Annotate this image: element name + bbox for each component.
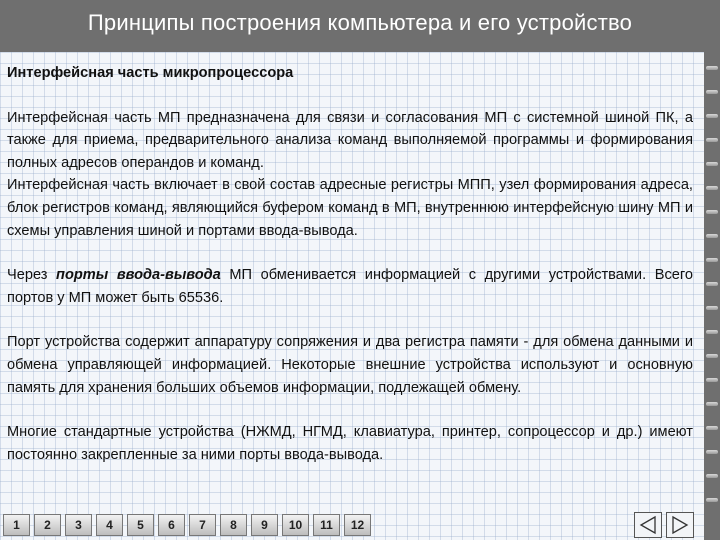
slide-title: Принципы построения компьютера и его устройство bbox=[87, 10, 633, 35]
binding-ring bbox=[706, 378, 718, 382]
binding-ring bbox=[706, 66, 718, 70]
slide-navigation bbox=[3, 514, 371, 538]
binding-ring bbox=[706, 426, 718, 430]
binding-ring bbox=[706, 498, 718, 502]
nav-page-1[interactable]: 1 bbox=[3, 514, 30, 536]
binding-ring bbox=[706, 330, 718, 334]
binding-ring bbox=[706, 474, 718, 478]
prev-next-controls bbox=[634, 512, 694, 538]
spacer bbox=[7, 242, 693, 264]
triangle-right-icon bbox=[670, 515, 690, 535]
nav-page-10[interactable]: 10 bbox=[282, 514, 309, 536]
paragraph-ports bbox=[7, 264, 693, 309]
binding-ring bbox=[706, 354, 718, 358]
paragraph-standard-devices: Многие стандартные устройства (НЖМД, НГМД, клавиатура, принтер, сопроцессор и др.) имеют постоянно закрепленные за ними порты ввода-вывода. bbox=[7, 424, 693, 463]
spacer bbox=[7, 399, 693, 421]
binding-ring bbox=[706, 114, 718, 118]
binding-ring bbox=[706, 306, 718, 310]
nav-page-8[interactable]: 8 bbox=[220, 514, 247, 536]
paragraph-port-device: Порт устройства содержит аппаратуру сопряжения и два регистра памяти - для обмена данными и обмена управляющей информацией. Некоторые внешние устройства используют и основную память для хранения больших объемов информации, подлежащей обмену. bbox=[7, 334, 693, 396]
nav-page-11[interactable]: 11 bbox=[313, 514, 340, 536]
binding-ring bbox=[706, 186, 718, 190]
binding-ring bbox=[706, 282, 718, 286]
next-slide-button[interactable] bbox=[666, 512, 694, 538]
nav-page-12[interactable]: 12 bbox=[344, 514, 371, 536]
paragraph-composition: Интерфейсная часть включает в свой состав адресные регистры МПП, узел формирования адреса, блок регистров команд, являющийся буфером команд в МП, внутреннюю интерфейсную шину МП и схемы управления шиной и портами ввода-вывода. bbox=[7, 177, 693, 239]
binding-ring bbox=[706, 258, 718, 262]
nav-page-6[interactable]: 6 bbox=[158, 514, 185, 536]
binding-ring bbox=[706, 90, 718, 94]
nav-page-3[interactable]: 3 bbox=[65, 514, 92, 536]
binding-ring bbox=[706, 234, 718, 238]
spiral-binding bbox=[704, 52, 720, 540]
binding-ring bbox=[706, 450, 718, 454]
binding-ring bbox=[706, 402, 718, 406]
ports-emphasis: порты ввода-вывода bbox=[56, 267, 221, 284]
nav-page-4[interactable]: 4 bbox=[96, 514, 123, 536]
binding-ring bbox=[706, 210, 718, 214]
slide-content bbox=[7, 62, 693, 466]
binding-ring bbox=[706, 138, 718, 142]
nav-page-7[interactable]: 7 bbox=[189, 514, 216, 536]
ports-text-suffix: МП обменивается информацией с другими устройствами. Всего портов у МП может быть 65536. bbox=[7, 267, 693, 306]
spacer bbox=[7, 309, 693, 331]
binding-ring bbox=[706, 162, 718, 166]
nav-page-5[interactable]: 5 bbox=[127, 514, 154, 536]
prev-slide-button[interactable] bbox=[634, 512, 662, 538]
paragraph-purpose: Интерфейсная часть МП предназначена для связи и согласования МП с системной шиной ПК, а также для приема, предварительного анализа команд выполняемой программы и формирования полных адресов операндов и команд. bbox=[7, 109, 693, 171]
section-heading: Интерфейсная часть микропроцессора bbox=[7, 65, 294, 81]
spacer bbox=[7, 85, 693, 107]
ports-text-prefix: Через bbox=[7, 267, 57, 284]
nav-page-2[interactable]: 2 bbox=[34, 514, 61, 536]
triangle-left-icon bbox=[638, 515, 658, 535]
nav-page-9[interactable]: 9 bbox=[251, 514, 278, 536]
